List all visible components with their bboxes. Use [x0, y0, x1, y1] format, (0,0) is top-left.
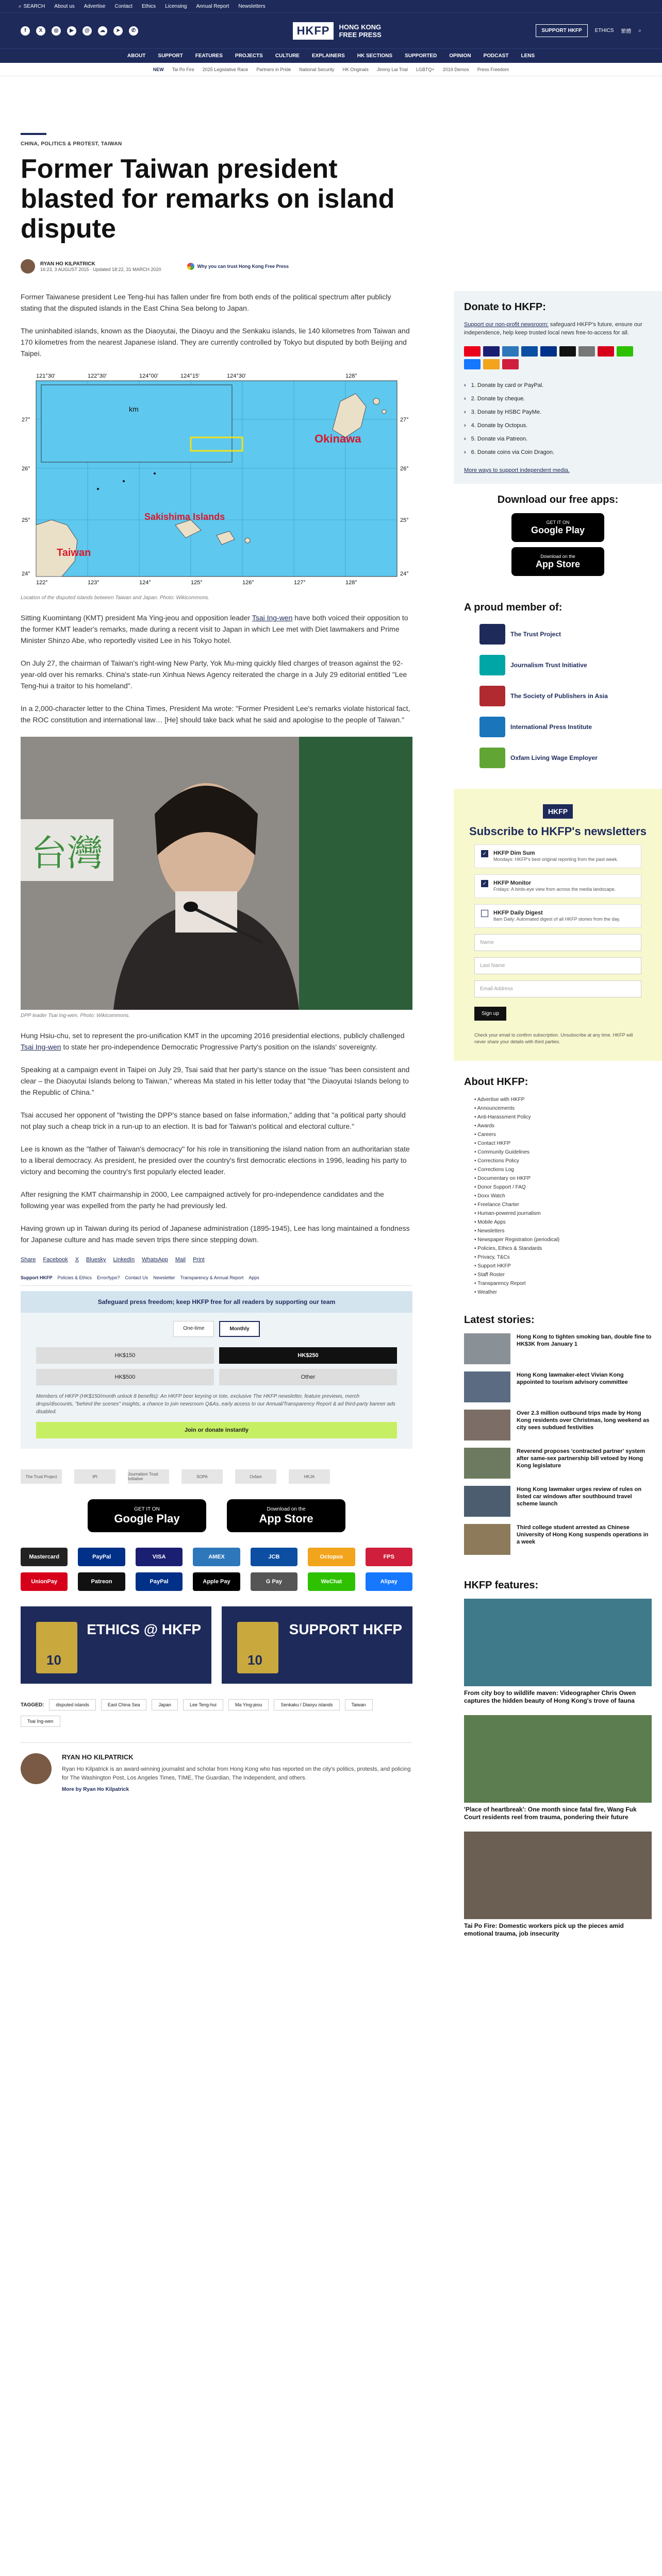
tag[interactable]: Japan	[152, 1699, 178, 1710]
nav-item[interactable]: HK SECTIONS	[357, 53, 393, 59]
payment-logo: Octopus	[308, 1548, 355, 1566]
about-box	[454, 1061, 662, 1302]
about-link[interactable]: • Contact HKFP	[474, 1139, 652, 1148]
author-name[interactable]: RYAN HO KILPATRICK	[62, 1753, 134, 1761]
google-news-icon	[187, 263, 194, 270]
trust-project-logo	[479, 624, 505, 645]
visa-icon	[483, 346, 500, 357]
tsai-photo	[21, 737, 412, 1010]
nav-item[interactable]: CULTURE	[275, 53, 300, 59]
youtube-icon[interactable]: ▶	[67, 26, 76, 36]
story-thumbnail[interactable]	[464, 1333, 510, 1364]
map-label-sakishima: Sakishima Islands	[144, 512, 225, 522]
topic-link[interactable]: HK Originals	[342, 66, 369, 72]
tags-label: TAGGED:	[21, 1702, 44, 1708]
sopa-logo	[479, 686, 505, 706]
payment-logo: VISA	[136, 1548, 183, 1566]
jti-logo	[479, 655, 505, 675]
about-link[interactable]: • Staff Roster	[474, 1270, 652, 1279]
lon-tick: 126°	[242, 580, 254, 586]
tag[interactable]: Lee Teng-hui	[183, 1699, 223, 1710]
article-body	[21, 291, 412, 1953]
donate-option[interactable]: › 3. Donate by HSBC PayMe.	[464, 409, 542, 415]
footer-link[interactable]: Contact Us	[125, 1275, 148, 1280]
share-label: Share	[21, 1257, 36, 1263]
story-title[interactable]: Hong Kong lawmaker-elect Vivian Kong appointed to tourism advisory committee	[517, 1372, 628, 1385]
paragraph: Having grown up in Taiwan during its period of Japanese administration (1895-1945), Lee has long maintained a fondness for Japanese culture and has made seven trips there since stepping down.	[21, 1224, 410, 1244]
about-link[interactable]: • Anti-Harassment Policy	[474, 1113, 652, 1122]
partner-logo[interactable]: The Trust Project	[21, 1469, 62, 1484]
latest-stories	[454, 1302, 662, 1567]
tag[interactable]: Senkaku / Diaoyu islands	[274, 1699, 339, 1710]
member-org[interactable]: Journalism Trust Initiative	[464, 655, 652, 675]
feature-title[interactable]: 'Place of heartbreak': One month since fatal fire, Wang Fuk Court residents reel from trauma, pondering their future	[464, 1806, 637, 1821]
paragraph: After resigning the KMT chairmanship in 2000, Lee campaigned actively for pro-independence candidates and the following year was expelled from the party he had previously led.	[21, 1190, 384, 1210]
feature-title[interactable]: Tai Po Fire: Domestic workers pick up the pieces amid emotional trauma, job insecurity	[464, 1922, 624, 1937]
about-link[interactable]: • Corrections Log	[474, 1165, 652, 1174]
paragraph: Tsai accused her opponent of "twisting the DPP's stance based on false information," adding that "a political party should not play such a cheap trick in a run-up to an election. It is bad for Taiwan's political and electoral culture."	[21, 1111, 406, 1130]
story-title[interactable]: Hong Kong lawmaker urges review of rules on listed car windows after southbound travel scheme launch	[517, 1486, 642, 1507]
latest-story[interactable]	[464, 1448, 652, 1479]
about-link[interactable]: • Newsletters	[474, 1227, 652, 1235]
frequency-one-time[interactable]: One-time	[173, 1321, 214, 1337]
lon-tick: 124°30'	[227, 373, 246, 379]
nav-item[interactable]: PROJECTS	[235, 53, 263, 59]
story-title[interactable]: Third college student arrested as Chinese University of Hong Kong suspends operations in a week	[517, 1524, 649, 1545]
facebook-icon[interactable]: f	[21, 26, 30, 36]
article-tags	[21, 1699, 412, 1727]
main-nav	[0, 48, 662, 63]
newsletter-logo: HKFP	[543, 804, 573, 819]
latest-heading: Latest stories:	[464, 1314, 535, 1326]
map-figure	[21, 370, 412, 592]
donate-option[interactable]: › 4. Donate by Octopus.	[464, 422, 528, 429]
feature-image[interactable]	[464, 1599, 652, 1686]
checkbox-checked-icon[interactable]: ✓	[481, 880, 488, 887]
mastercard-icon	[464, 346, 481, 357]
features-heading: HKFP features:	[464, 1580, 539, 1591]
story-title[interactable]: Over 2.3 million outbound trips made by Hong Kong residents over Christmas, long weekend as city sees subdued festivities	[517, 1410, 650, 1431]
nav-item[interactable]: EXPLAINERS	[311, 53, 345, 59]
language-link[interactable]: 繁體	[621, 29, 632, 35]
topic-link[interactable]: 2019 Demos	[442, 66, 469, 72]
lon-tick: 124°00'	[139, 373, 159, 379]
lon-tick: 124°	[139, 580, 151, 586]
map-caption: Location of the disputed islands between Taiwan and Japan. Photo: Wikicommons.	[21, 595, 210, 601]
about-link[interactable]: • Doxx Watch	[474, 1192, 652, 1200]
octopus-icon	[483, 359, 500, 369]
partner-logo[interactable]: Journalism Trust Initiative	[128, 1469, 169, 1484]
about-link[interactable]: • Support HKFP	[474, 1262, 652, 1270]
member-org[interactable]: The Trust Project	[464, 624, 652, 645]
tag[interactable]: Tsai Ing-wen	[21, 1716, 60, 1727]
story-thumbnail[interactable]	[464, 1524, 510, 1555]
story-thumbnail[interactable]	[464, 1486, 510, 1517]
latest-story[interactable]	[464, 1371, 652, 1402]
paragraph: The uninhabited islands, known as the Diaoyutai, the Diaoyu and the Senkaku islands, lie 140 kilometres from Taiwan and 170 kilometres from the nearest Japanese island. They are currently controlled by Tokyo but disputed by both Beijing and Taipei.	[21, 327, 410, 358]
amount-option[interactable]: HK$500	[36, 1369, 214, 1385]
footer-link[interactable]: Error/typo?	[97, 1275, 120, 1280]
payment-methods	[21, 1548, 412, 1591]
member-org[interactable]: International Press Institute	[464, 717, 652, 737]
promo-banners	[21, 1606, 412, 1684]
photo-caption: DPP leader Tsai Ing-wen. Photo: Wikicommons.	[21, 1013, 130, 1019]
feature-image[interactable]	[464, 1715, 652, 1803]
payment-logo: Apple Pay	[193, 1572, 240, 1591]
topic-nav	[0, 63, 662, 76]
apple-pay-icon	[559, 346, 576, 357]
feature-title[interactable]: From city boy to wildlife maven: Videographer Chris Owen captures the hidden beauty of Hong Kong's trove of fauna	[464, 1689, 636, 1704]
map-label-taiwan: Taiwan	[57, 547, 91, 558]
apps-heading: Download our free apps:	[497, 494, 619, 505]
story-title[interactable]: Reverend proposes 'contracted partner' system after same-sex partnership bill vetoed by Hong Kong legislature	[517, 1448, 646, 1469]
donate-options	[464, 379, 652, 459]
photo-sign-text: 台灣	[31, 832, 103, 874]
author-bio: Ryan Ho Kilpatrick is an award-winning journalist and scholar from Hong Kong who has reported on the city's politics, protests, and policing for The Washington Post, Los Angeles Times, TIME, The Guardian, The Independent, and others.	[62, 1766, 411, 1781]
utility-link[interactable]: Contact	[114, 3, 133, 9]
utility-link[interactable]: Ethics	[141, 3, 156, 9]
about-link[interactable]: • Privacy, T&Cs	[474, 1253, 652, 1262]
payment-logo: PayPal	[136, 1572, 183, 1591]
lon-tick: 122°30'	[88, 373, 107, 379]
share-bar	[21, 1257, 412, 1268]
nav-item[interactable]: OPINION	[449, 53, 471, 59]
support-newsroom-link[interactable]: Support our non-profit newsroom:	[464, 321, 549, 328]
app-store-button[interactable]: Download on the App Store	[511, 547, 604, 576]
lon-tick: 121°30'	[36, 373, 56, 379]
more-by-author-link[interactable]: More by Ryan Ho Kilpatrick	[62, 1787, 129, 1792]
partner-logo[interactable]: HKJA	[289, 1469, 330, 1484]
lon-tick: 128°	[345, 373, 357, 379]
jcb-icon	[521, 346, 538, 357]
footer-link[interactable]: Newsletter	[153, 1275, 175, 1280]
lon-tick: 127°	[294, 580, 306, 586]
utility-link[interactable]: Newsletters	[238, 3, 266, 9]
title-rule	[21, 133, 46, 135]
payment-logo: Alipay	[366, 1572, 412, 1591]
newsletter-option[interactable]: ✓ HKFP Dim Sum Mondays: HKFP's best original reporting from the past week.	[474, 844, 641, 868]
lon-tick: 122°	[36, 580, 48, 586]
feature-story[interactable]	[464, 1832, 652, 1938]
about-link[interactable]: • Transparency Report	[474, 1279, 652, 1288]
donation-heading: Safeguard press freedom; keep HKFP free for all readers by supporting our team	[21, 1291, 412, 1313]
site-header	[0, 12, 662, 48]
latest-story[interactable]	[464, 1486, 652, 1517]
topic-link[interactable]: 2025 Legislative Race	[202, 66, 249, 72]
share-linkedin[interactable]: LinkedIn	[113, 1257, 135, 1263]
payment-logo: G Pay	[251, 1572, 297, 1591]
about-link[interactable]: • Awards	[474, 1122, 652, 1130]
logo-mark: HKFP	[293, 22, 334, 40]
membership-benefits: Members of HKFP (HK$150/month unlock 8 benefits): An HKFP beer keyring or tote, exclusive The HKFP newsletter, feature previews, merch drops/discounts, "behind the scenes" insights, a chance to join newsroom Q&As, early access to our Annual/Transparency Report & ad third-party banner ads disabled.	[36, 1394, 395, 1415]
tag[interactable]: disputed islands	[49, 1699, 96, 1710]
lat-tick: 25°	[400, 517, 409, 523]
sidebar	[454, 291, 662, 1953]
lat-tick: 24°	[400, 571, 409, 577]
about-link[interactable]: • Announcements	[474, 1104, 652, 1113]
map-scale-label: km	[129, 405, 139, 413]
partner-logo[interactable]: Oxfam	[235, 1469, 276, 1484]
app-store-button[interactable]: Download on the App Store	[227, 1499, 345, 1532]
amount-option[interactable]: HK$150	[36, 1347, 214, 1364]
donate-option[interactable]: › 1. Donate by card or PayPal.	[464, 382, 544, 388]
about-link[interactable]: • Policies, Ethics & Standards	[474, 1244, 652, 1253]
nav-item[interactable]: SUPPORT	[158, 53, 183, 59]
lat-tick: 27°	[22, 417, 30, 423]
topic-link[interactable]: Partners in Pride	[256, 66, 291, 72]
utility-link[interactable]: About us	[54, 3, 75, 9]
signup-button[interactable]: Sign up	[474, 1007, 506, 1021]
search-icon: ⌕	[19, 3, 22, 9]
features-box	[454, 1567, 662, 1953]
instagram-icon[interactable]: ◎	[52, 26, 61, 36]
paypal-icon	[540, 346, 557, 357]
utility-link[interactable]: Licensing	[165, 3, 187, 9]
partner-logo[interactable]: IPI	[74, 1469, 115, 1484]
author-name[interactable]: RYAN HO KILPATRICK	[40, 261, 95, 267]
newsletter-note: Check your email to confirm subscription. Unsubscribe at any time. HKFP will never share your details with third parties.	[474, 1032, 633, 1044]
join-button[interactable]: Join or donate instantly	[36, 1422, 397, 1438]
share-bluesky[interactable]: Bluesky	[86, 1257, 106, 1263]
share-mail[interactable]: Mail	[175, 1257, 186, 1263]
share-whatsapp[interactable]: WhatsApp	[142, 1257, 168, 1263]
about-link[interactable]: • Community Guidelines	[474, 1148, 652, 1157]
latest-story[interactable]	[464, 1524, 652, 1555]
latest-story[interactable]	[464, 1333, 652, 1364]
about-link[interactable]: • Human-powered journalism	[474, 1209, 652, 1218]
about-link[interactable]: • Weather	[474, 1288, 652, 1297]
trust-link[interactable]: Why you can trust Hong Kong Free Press	[187, 263, 289, 270]
tag[interactable]: Taiwan	[345, 1699, 373, 1710]
alipay-icon	[464, 359, 481, 369]
lat-tick: 26°	[400, 466, 409, 472]
arrow-right-icon: ›	[464, 436, 466, 442]
telegram-icon[interactable]: ➤	[113, 26, 123, 36]
updated-date: Updated 18:22, 31 MARCH 2020	[93, 266, 161, 272]
story-thumbnail[interactable]	[464, 1448, 510, 1479]
site-logo[interactable]	[293, 22, 382, 40]
lat-tick: 24°	[22, 571, 30, 577]
ipi-logo	[479, 717, 505, 737]
newsletter-option[interactable]: ✓ HKFP Monitor Fridays: A birds-eye view from across the media landscape.	[474, 874, 641, 898]
payment-logo: Patreon	[78, 1572, 125, 1591]
story-title[interactable]: Hong Kong to tighten smoking ban, double fine to HK$3K from January 1	[517, 1334, 652, 1347]
feature-image[interactable]	[464, 1832, 652, 1919]
google-play-button[interactable]: GET IT ON Google Play	[88, 1499, 206, 1532]
apps-box	[454, 484, 662, 591]
topic-link[interactable]: Tai Po Fire	[172, 66, 194, 72]
partner-logos	[21, 1469, 412, 1484]
checkbox-unchecked-icon[interactable]	[481, 910, 488, 917]
arrow-right-icon: ›	[464, 449, 466, 455]
about-link[interactable]: • Careers	[474, 1130, 652, 1139]
paragraph: Lee is known as the "father of Taiwan's democracy" for his role in transitioning the island nation from an authoritarian state to a liberal democracy. As president, he presided over the country's first democratic elections in 1996, leading his party to victory and becoming the country's first popularly elected leader.	[21, 1145, 410, 1176]
paragraph: Former Taiwanese president Lee Teng-hui has fallen under fire from both ends of the political spectrum after publicly stating that the disputed islands in the East China Sea belong to Japan.	[21, 293, 391, 312]
share-x[interactable]: X	[75, 1257, 79, 1263]
about-link[interactable]: • Advertise with HKFP	[474, 1095, 652, 1104]
logo-text: HONG KONG	[339, 23, 382, 31]
paragraph: In a 2,000-character letter to the China Times, President Ma wrote: "Former President Lee's remarks violate historical fact, the ROC constitution and international law… [He] should take back what he said and apologise to the people of Taiwan."	[21, 704, 410, 724]
arrow-right-icon: ›	[464, 382, 466, 388]
donation-widget	[21, 1291, 412, 1449]
x-icon[interactable]: X	[36, 26, 45, 36]
amount-options	[21, 1337, 412, 1385]
utility-bar	[0, 0, 662, 12]
search-icon[interactable]: ⌕	[638, 28, 641, 33]
newsletter-option[interactable]: HKFP Daily Digest 8am Daily: Automated digest of all HKFP stories from the day.	[474, 904, 641, 928]
feature-story[interactable]	[464, 1715, 652, 1821]
payment-logo: FPS	[366, 1548, 412, 1566]
islands-map	[21, 370, 412, 592]
about-list	[464, 1095, 652, 1297]
social-links	[21, 26, 138, 36]
tag[interactable]: East China Sea	[101, 1699, 147, 1710]
search-link[interactable]: ⌕ SEARCH	[19, 3, 45, 9]
more-ways-link[interactable]: More ways to support independent media.	[464, 467, 570, 473]
about-link[interactable]: • Documentary on HKFP	[474, 1174, 652, 1183]
about-link[interactable]: • Freelance Charter	[474, 1200, 652, 1209]
publish-date: 16:23, 3 AUGUST 2015	[40, 266, 89, 272]
arrow-right-icon: ›	[464, 422, 466, 429]
google-pay-icon	[578, 346, 595, 357]
author-avatar[interactable]	[21, 1753, 52, 1784]
member-org[interactable]: The Society of Publishers in Asia	[464, 686, 652, 706]
paragraph: On July 27, the chairman of Taiwan's right-wing New Party, Yok Mu-ming quickly filed charges of treason against the 92-year-old over his remarks. China's state-run Xinhua News Agency reiterated the charge in a July 29 editorial entitled "Lee Teng-hui a traitor to his homeland".	[21, 659, 407, 690]
checkbox-checked-icon[interactable]: ✓	[481, 850, 488, 857]
footer-link[interactable]: Apps	[249, 1275, 259, 1280]
donate-option[interactable]: › 5. Donate via Patreon.	[464, 436, 528, 442]
frequency-toggle	[21, 1321, 412, 1337]
member-org[interactable]: Oxfam Living Wage Employer	[464, 748, 652, 768]
payment-logo: WeChat	[308, 1572, 355, 1591]
topic-link[interactable]: Press Freedom	[477, 66, 509, 72]
membership-heading: A proud member of:	[464, 602, 562, 613]
nav-item[interactable]: LENS	[521, 53, 535, 59]
tag[interactable]: Ma Ying-jeou	[228, 1699, 269, 1710]
payment-logo: UnionPay	[21, 1572, 68, 1591]
share-facebook[interactable]: Facebook	[43, 1257, 68, 1263]
card-logos	[464, 346, 652, 369]
story-thumbnail[interactable]	[464, 1410, 510, 1440]
wechat-icon	[617, 346, 633, 357]
arrow-right-icon: ›	[464, 396, 466, 402]
about-link[interactable]: • Newspaper Registration (periodical)	[474, 1235, 652, 1244]
paragraph: Speaking at a campaign event in Taipei on July 29, Tsai said that her party's stance on the issue "has been consistent and clear – the Diaoyutai Islands belong to Taiwan," whereas Ma stated in his letter today that "the Diaoyutai Islands belong to the Republic of China."	[21, 1065, 410, 1096]
bluesky-icon[interactable]: ☁	[98, 26, 107, 36]
byline: RYAN HO KILPATRICK 16:23, 3 AUGUST 2015 · Updated 18:22, 31 MARCH 2020 Why you can trust Hong Kong Free Press	[21, 259, 641, 274]
payment-logo: JCB	[251, 1548, 297, 1566]
donate-option[interactable]: › 6. Donate coins via Coin Dragon.	[464, 449, 555, 455]
lon-tick: 123°	[88, 580, 100, 586]
support-hkfp-button[interactable]: SUPPORT HKFP	[536, 24, 587, 37]
nav-item[interactable]: SUPPORTED	[405, 53, 437, 59]
newsletter-box	[454, 789, 662, 1061]
donate-heading: Donate to HKFP:	[464, 301, 546, 313]
map-label-okinawa: Okinawa	[315, 432, 361, 445]
footer-link[interactable]: Policies & Ethics	[57, 1275, 92, 1280]
newsletter-title: Subscribe to HKFP's newsletters	[469, 825, 647, 838]
nav-item[interactable]: FEATURES	[195, 53, 223, 59]
lon-tick: 125°	[191, 580, 203, 586]
email-input[interactable]: Email Address	[474, 980, 641, 997]
ethics-banner[interactable]: ETHICS @ HKFP 10	[21, 1606, 211, 1684]
payment-logo: AMEX	[193, 1548, 240, 1566]
about-link[interactable]: • Mobile Apps	[474, 1218, 652, 1227]
footer-link[interactable]: Transparency & Annual Report	[180, 1275, 244, 1280]
author-box	[21, 1742, 412, 1792]
whatsapp-icon[interactable]: ✆	[129, 26, 138, 36]
frequency-monthly[interactable]: Monthly	[219, 1321, 259, 1337]
article-footer-links	[21, 1275, 412, 1286]
threads-icon[interactable]: @	[82, 26, 92, 36]
paragraph: Hung Hsiu-chu, set to represent the pro-unification KMT in the upcoming 2016 presidential elections, publicly challenged Tsai Ing-wen to state her pro-independence Democratic Progressive Party's position on the islands' sovereignty.	[21, 1031, 405, 1051]
article-category[interactable]: CHINA, POLITICS & PROTEST, TAIWAN	[21, 141, 122, 147]
nav-item[interactable]: PODCAST	[483, 53, 509, 59]
footer-link[interactable]: Support HKFP	[21, 1275, 53, 1280]
last-name-input[interactable]: Last Name	[474, 957, 641, 974]
share-print[interactable]: Print	[193, 1257, 205, 1263]
story-thumbnail[interactable]	[464, 1371, 510, 1402]
latest-story[interactable]	[464, 1410, 652, 1440]
new-label: NEW	[153, 66, 164, 72]
utility-link[interactable]: Annual Report	[196, 3, 229, 9]
about-link[interactable]: • Corrections Policy	[474, 1157, 652, 1165]
arrow-right-icon: ›	[464, 409, 466, 415]
lat-tick: 27°	[400, 417, 409, 423]
support-banner[interactable]: SUPPORT HKFP 10	[222, 1606, 412, 1684]
oxfam-logo	[479, 748, 505, 768]
lon-tick: 128°	[345, 580, 357, 586]
fps-icon	[502, 359, 519, 369]
unionpay-icon	[598, 346, 614, 357]
amount-option[interactable]: HK$250	[219, 1347, 397, 1364]
about-heading: About HKFP:	[464, 1076, 528, 1088]
logo-text: FREE PRESS	[339, 30, 382, 39]
app-store-links	[21, 1499, 412, 1532]
nav-item[interactable]: ABOUT	[127, 53, 146, 59]
article-title: Former Taiwan president blasted for remarks on island dispute	[21, 154, 395, 244]
donate-box: Donate to HKFP: Support our non-profit newsroom: safeguard HKFP's future, ensure our independence, help keep trusted local news free-to-access for all. › 1. Donate by card or PayPal. › 2. Donate by cheque. › 3. Donate by HSBC PayMe. › 4. Donate by Octopus. › 5. Donate via Patreon. › 6. Donate coins via Coin Dragon. More ways to support independent media.	[454, 291, 662, 484]
topic-link[interactable]: National Security	[299, 66, 335, 72]
tsai-ing-wen-link[interactable]: Tsai Ing-wen	[252, 614, 293, 622]
author-avatar[interactable]	[21, 259, 35, 274]
lat-tick: 25°	[22, 517, 30, 523]
topic-link[interactable]: LGBTQ+	[416, 66, 435, 72]
donate-option[interactable]: › 2. Donate by cheque.	[464, 396, 525, 402]
membership-box	[454, 591, 662, 789]
lat-tick: 26°	[22, 466, 30, 472]
paragraph: Sitting Kuomintang (KMT) president Ma Ying-jeou and opposition leader Tsai Ing-wen have both voiced their opposition to the former KMT leader's remarks, made during a recent visit to Japan in which Lee met with Diet lawmakers and Prime Minister Shinzo Abe, who reportedly visited Lee in his Tokyo hotel.	[21, 614, 408, 645]
topic-link[interactable]: Jimmy Lai Trial	[376, 66, 408, 72]
tsai-ing-wen-link[interactable]: Tsai Ing-wen	[21, 1043, 61, 1051]
amount-option[interactable]: Other	[219, 1369, 397, 1385]
name-input[interactable]: Name	[474, 934, 641, 951]
utility-link[interactable]: Advertise	[84, 3, 106, 9]
amex-icon	[502, 346, 519, 357]
google-play-button[interactable]: GET IT ON Google Play	[511, 513, 604, 542]
about-link[interactable]: • Donor Support / FAQ	[474, 1183, 652, 1192]
payment-logo: Mastercard	[21, 1548, 68, 1566]
lon-tick: 124°15'	[180, 373, 200, 379]
partner-logo[interactable]: SOPA	[181, 1469, 223, 1484]
feature-story[interactable]	[464, 1599, 652, 1705]
payment-logo: PayPal	[78, 1548, 125, 1566]
ethics-link[interactable]: ETHICS	[594, 28, 614, 33]
